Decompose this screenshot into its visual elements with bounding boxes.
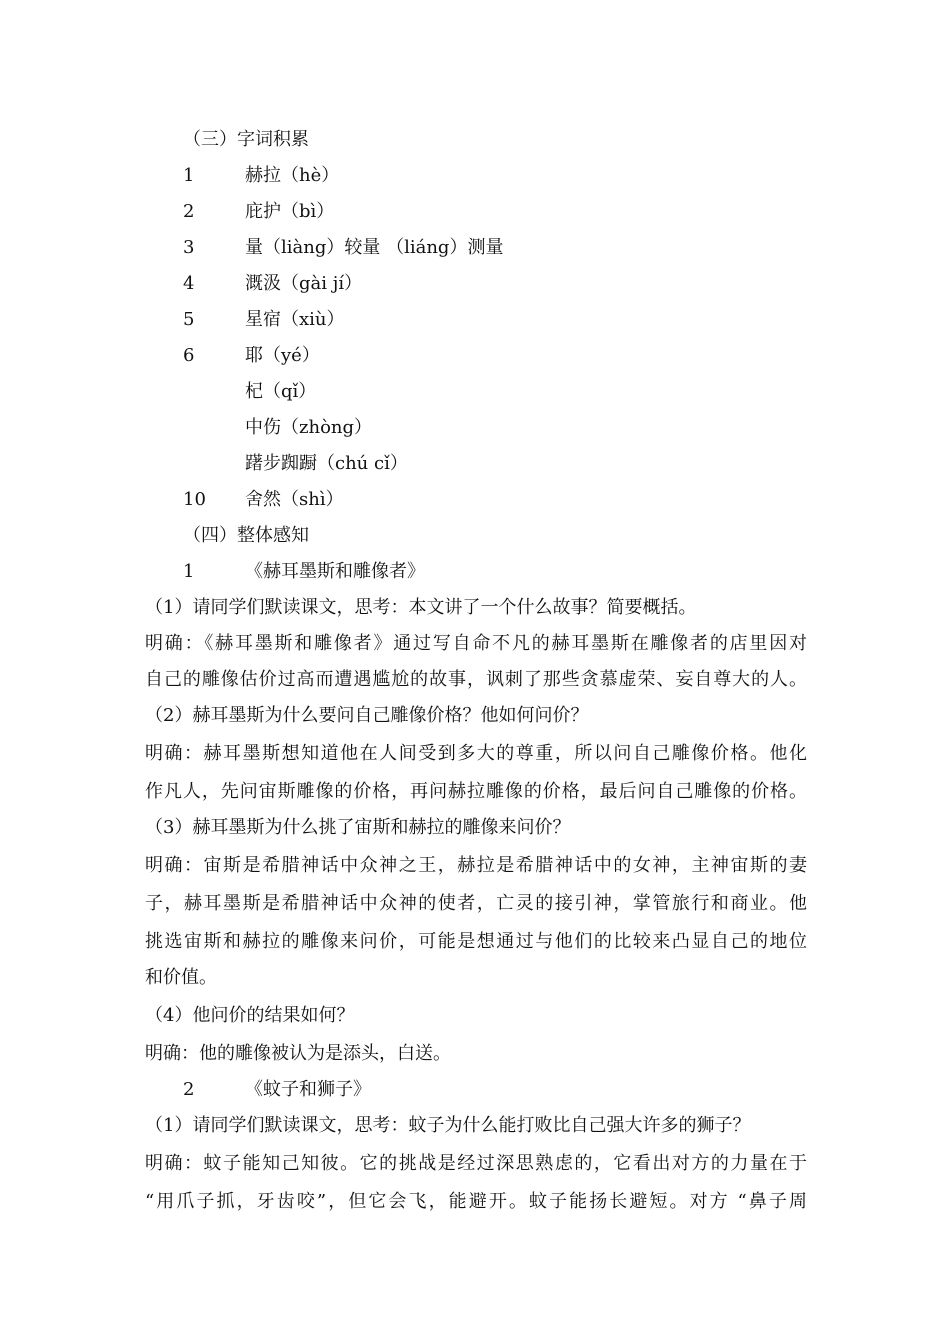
- answer-line: 明确：赫耳墨斯想知道他在人间受到多大的尊重，所以问自己雕像价格。他化: [145, 743, 807, 764]
- answer-line: 子，赫耳墨斯是希腊神话中众神的使者，亡灵的接引神，掌管旅行和商业。他: [145, 893, 807, 914]
- story-number: 2: [183, 1079, 195, 1100]
- question: （1）请同学们默读课文，思考：本文讲了一个什么故事？简要概括。: [145, 597, 697, 618]
- vocab-item: 躇步踟蹰（chú cǐ）: [245, 453, 408, 474]
- answer-line: 挑选宙斯和赫拉的雕像来问价，可能是想通过与他们的比较来凸显自己的地位: [145, 931, 807, 952]
- section-heading-overview: （四）整体感知: [183, 525, 309, 546]
- vocab-item: 中伤（zhòng）: [245, 417, 373, 438]
- vocab-item: 量（liàng）较量 （liáng）测量: [245, 237, 504, 258]
- vocab-item: 杞（qǐ）: [245, 381, 317, 402]
- vocab-number: 5: [183, 309, 195, 330]
- vocab-item: 庇护（bì）: [245, 201, 335, 222]
- answer-line: 和价值。: [145, 967, 217, 988]
- vocab-number: 3: [183, 237, 195, 258]
- story-title: 《赫耳墨斯和雕像者》: [245, 561, 425, 582]
- answer-line: 作凡人，先问宙斯雕像的价格，再问赫拉雕像的价格，最后问自己雕像的价格。: [145, 781, 807, 802]
- answer-line: 明确：宙斯是希腊神话中众神之王，赫拉是希腊神话中的女神，主神宙斯的妻: [145, 855, 807, 876]
- story-number: 1: [183, 561, 195, 582]
- vocab-item: 星宿（xiù）: [245, 309, 345, 330]
- answer-line: 自己的雕像估价过高而遭遇尴尬的故事，讽刺了那些贪慕虚荣、妄自尊大的人。: [145, 669, 807, 690]
- answer-line: 明确：他的雕像被认为是添头，白送。: [145, 1043, 451, 1064]
- vocab-item: 舍然（shì）: [245, 489, 344, 510]
- vocab-item: 溉汲（gài jí）: [245, 273, 363, 294]
- section-heading-vocabulary: （三）字词积累: [183, 129, 309, 150]
- story-title: 《蚊子和狮子》: [245, 1079, 371, 1100]
- question: （3）赫耳墨斯为什么挑了宙斯和赫拉的雕像来问价？: [145, 817, 571, 838]
- vocab-item: 耶（yé）: [245, 345, 320, 366]
- question: （4）他问价的结果如何？: [145, 1005, 355, 1026]
- question: （2）赫耳墨斯为什么要问自己雕像价格？他如何问价？: [145, 705, 589, 726]
- vocab-number: 4: [183, 273, 195, 294]
- vocab-number: 1: [183, 165, 195, 186]
- question: （1）请同学们默读课文，思考：蚊子为什么能打败比自己强大许多的狮子？: [145, 1115, 751, 1136]
- vocab-number: 2: [183, 201, 195, 222]
- answer-line: “用爪子抓，牙齿咬”，但它会飞，能避开。蚊子能扬长避短。对方 “鼻子周: [145, 1191, 807, 1212]
- answer-line: 明确：《赫耳墨斯和雕像者》通过写自命不凡的赫耳墨斯在雕像者的店里因对: [145, 633, 807, 654]
- vocab-number: 6: [183, 345, 195, 366]
- vocab-number: 10: [183, 489, 206, 510]
- vocab-item: 赫拉（hè）: [245, 165, 340, 186]
- answer-line: 明确：蚊子能知己知彼。它的挑战是经过深思熟虑的，它看出对方的力量在于: [145, 1153, 807, 1174]
